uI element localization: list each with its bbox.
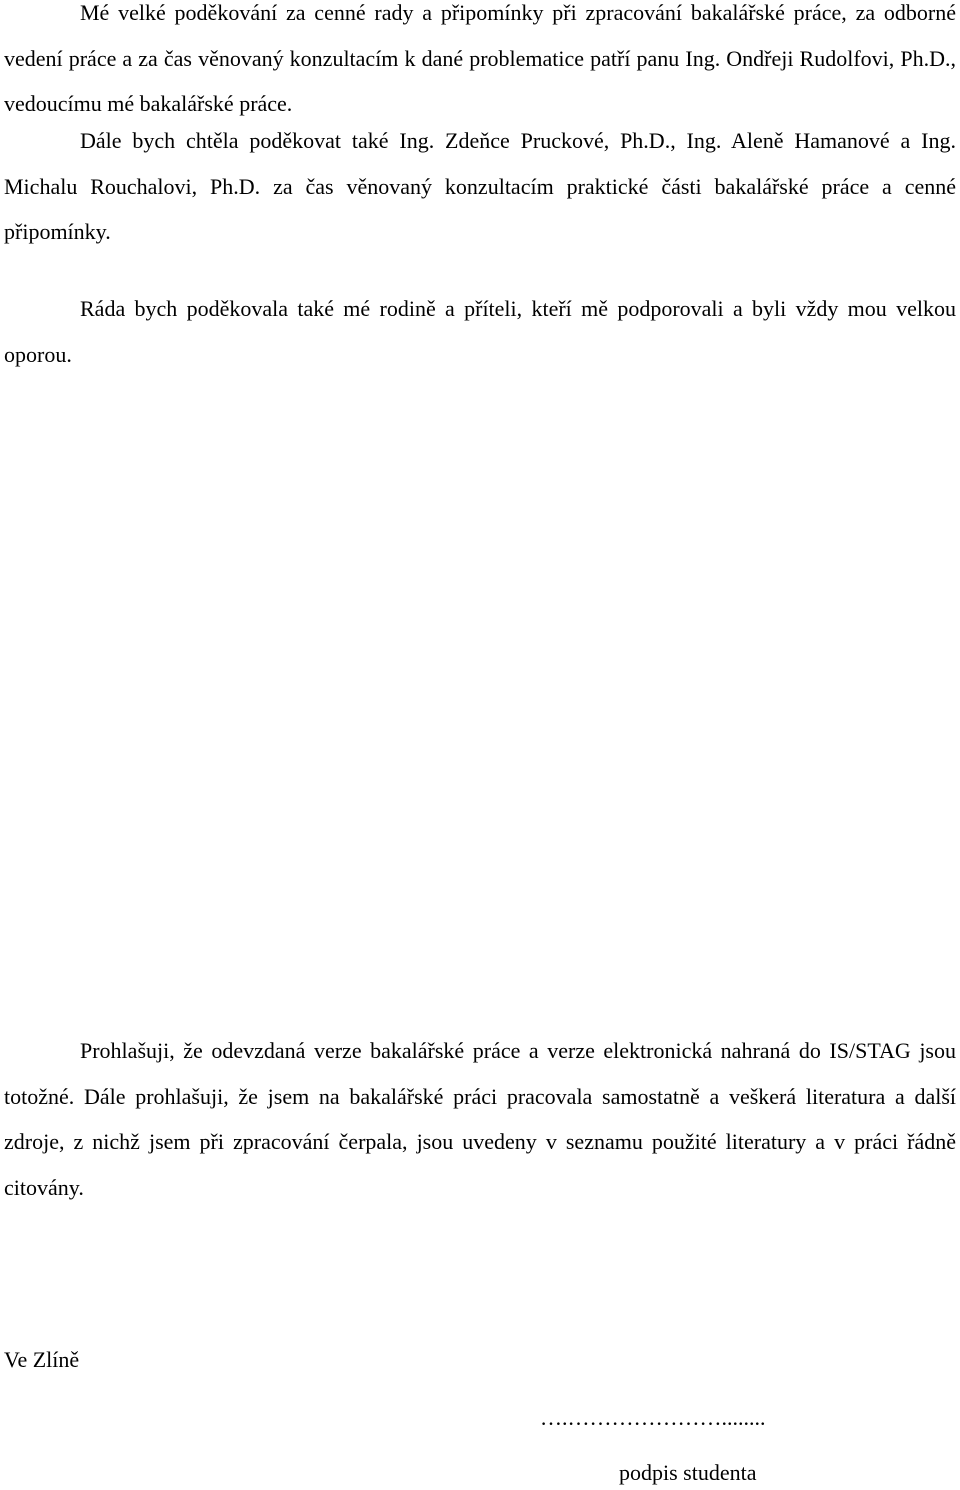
signature-line: ….…………………........ <box>540 1405 766 1430</box>
signature-label: podpis studenta <box>619 1460 757 1485</box>
place-text: Ve Zlíně <box>4 1347 80 1372</box>
acknowledgement-paragraph-2: Dále bych chtěla poděkovat také Ing. Zdeňce Pruckové, Ph.D., Ing. Aleně Hamanové a Ing. Michalu Rouchalovi, Ph.D. za čas věnovaný konzultacím praktické části bakalářské práce a cenné připomínky. <box>4 128 956 244</box>
acknowledgement-paragraph-3: Ráda bych poděkovala také mé rodině a příteli, kteří mě podporovali a byli vždy mou velkou oporou. <box>4 296 956 367</box>
acknowledgement-paragraph-1: Mé velké poděkování za cenné rady a připomínky při zpracování bakalářské práce, za odborné vedení práce a za čas věnovaný konzultacím k dané problematice patří panu Ing. Ondřeji Rudolfovi, Ph.D., vedoucímu mé bakalářské práce. <box>4 0 956 116</box>
declaration-paragraph: Prohlašuji, že odevzdaná verze bakalářské práce a verze elektronická nahraná do IS/STAG jsou totožné. Dále prohlašuji, že jsem na bakalářské práci pracovala samostatně a veškerá literatura a další zdroje, z nichž jsem při zpracování čerpala, jsou uvedeny v seznamu použité literatury a v práci řádně citovány. <box>4 1038 956 1200</box>
